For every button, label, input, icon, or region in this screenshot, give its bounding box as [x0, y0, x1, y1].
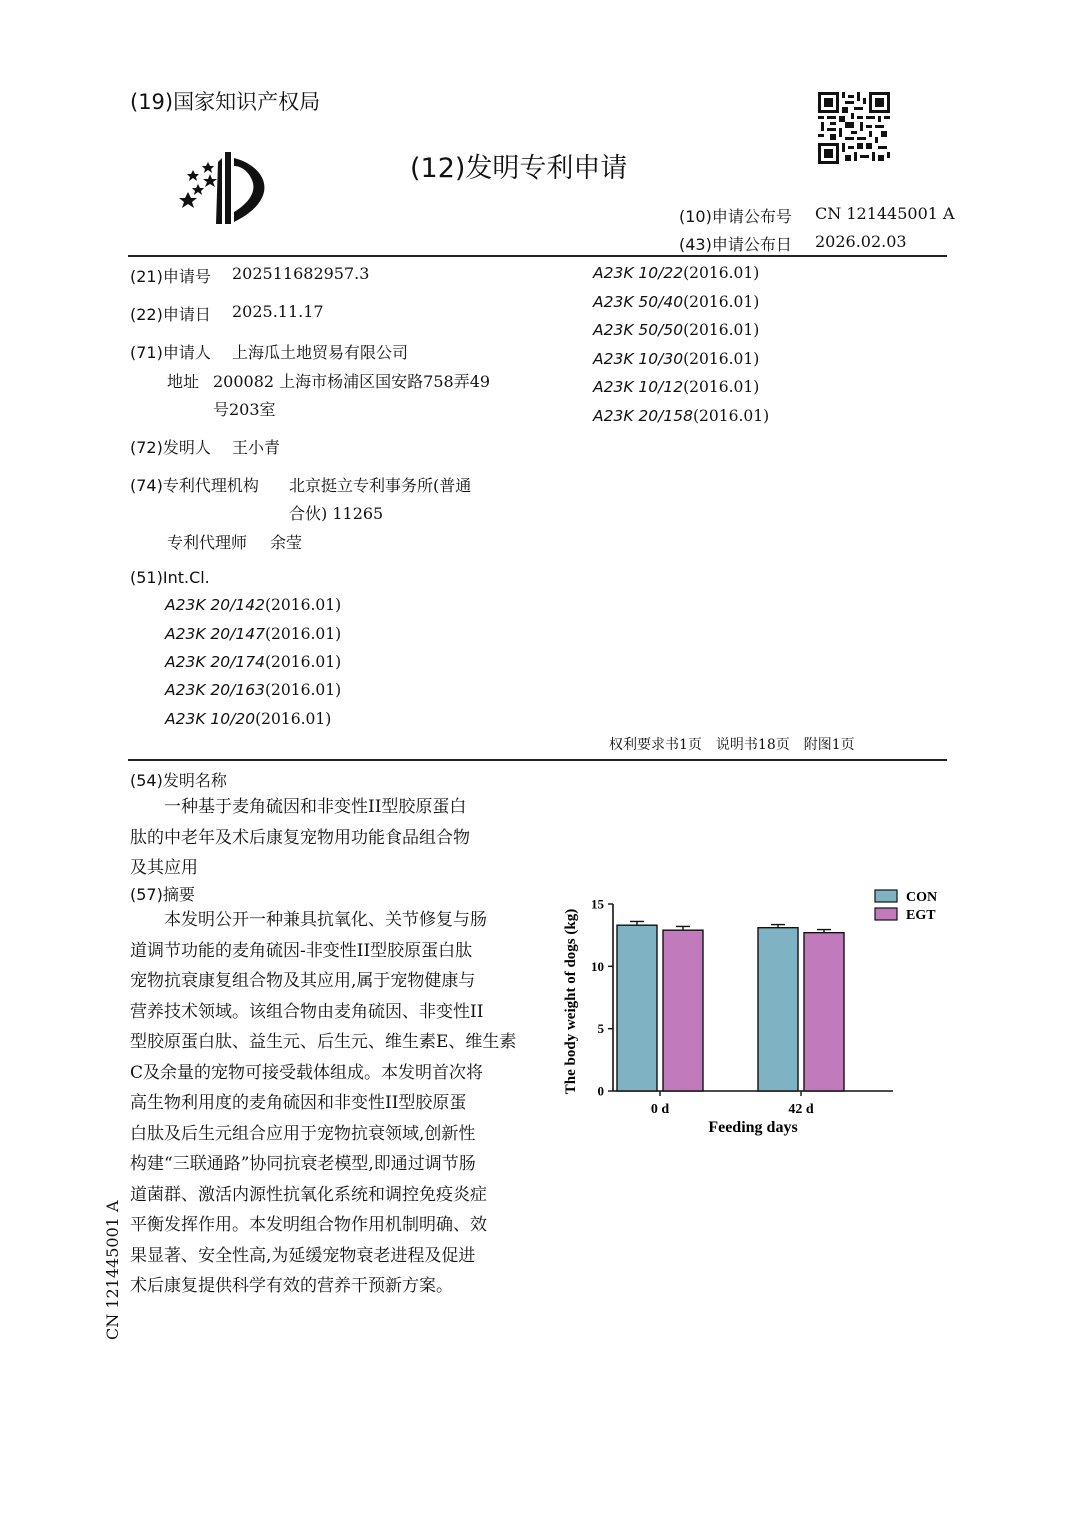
inventor-label: (72)发明人: [130, 438, 211, 457]
abstract-line: 营养技术领域。该组合物由麦角硫因、非变性II: [130, 1001, 484, 1022]
cnipa-emblem-icon: [178, 148, 278, 228]
abstract-line: 宠物抗衰康复组合物及其应用,属于宠物健康与: [130, 971, 476, 991]
app-no: 202511682957.3: [232, 264, 370, 283]
ipc-item: A23K 50/40(2016.01): [593, 293, 760, 311]
abstract-line: C及余量的宠物可接受载体组成。本发明首次将: [130, 1062, 484, 1083]
app-no-label: (21)申请号: [130, 267, 211, 286]
abstract-label: (57)摘要: [130, 885, 195, 904]
app-date-label: (22)申请日: [130, 305, 211, 324]
agency-label: (74)专利代理机构: [130, 476, 259, 495]
applicant-label: (71)申请人: [130, 343, 211, 362]
legend-label-egt: EGT: [906, 908, 936, 923]
ipc-item: A23K 10/22(2016.01): [593, 264, 760, 282]
title-line: 及其应用: [130, 858, 198, 878]
agent: 余莹: [270, 533, 303, 552]
bar-con: [758, 928, 798, 1091]
agency-line-2: 合伙) 11265: [289, 504, 384, 523]
legend-swatch-con: [875, 890, 897, 902]
address-line-2: 号203室: [213, 400, 276, 419]
header-rule: [128, 255, 947, 257]
abstract-line: 型胶原蛋白肽、益生元、后生元、维生素E、维生素: [130, 1032, 517, 1052]
applicant: 上海瓜土地贸易有限公司: [232, 343, 409, 362]
app-date: 2025.11.17: [232, 302, 324, 321]
invention-title: [130, 792, 530, 884]
title-line: 一种基于麦角硫因和非变性II型胶原蛋白: [164, 797, 467, 817]
legend-label-con: CON: [906, 890, 938, 905]
ipc-item: A23K 20/142(2016.01): [165, 596, 342, 614]
abstract-line: 白肽及后生元组合应用于宠物抗衰领域,创新性: [130, 1123, 476, 1144]
y-tick-label: 0: [597, 1083, 604, 1099]
inventor: 王小青: [232, 438, 281, 457]
pub-date: 2026.02.03: [815, 232, 907, 251]
agent-label: 专利代理师: [167, 533, 248, 552]
ipc-item: A23K 20/174(2016.01): [165, 653, 342, 671]
bar-egt: [804, 933, 844, 1091]
y-axis-label: The body weight of dogs (kg): [563, 908, 579, 1095]
ipc-item: A23K 10/20(2016.01): [165, 710, 332, 728]
office-name: (19)国家知识产权局: [130, 90, 321, 114]
abstract-text: [130, 905, 530, 1302]
y-tick-label: 10: [591, 958, 604, 974]
ipc-item: A23K 10/30(2016.01): [593, 350, 760, 368]
pub-date-label: (43)申请公布日: [679, 235, 792, 254]
bar-con: [617, 925, 657, 1091]
pub-no: CN 121445001 A: [815, 204, 955, 223]
address-label: 地址: [167, 372, 200, 391]
ipc-item: A23K 20/158(2016.01): [593, 407, 770, 425]
abstract-line: 平衡发挥作用。本发明组合物作用机制明确、效: [130, 1215, 487, 1235]
ipc-item: A23K 20/147(2016.01): [165, 625, 342, 643]
abstract-line: 果显著、安全性高,为延缓宠物衰老进程及促进: [130, 1245, 476, 1266]
abstract-line: 本发明公开一种兼具抗氧化、关节修复与肠: [164, 910, 487, 930]
ipc-item: A23K 50/50(2016.01): [593, 321, 760, 339]
pub-no-label: (10)申请公布号: [679, 207, 792, 226]
legend-swatch-egt: [875, 908, 897, 920]
y-tick-label: 15: [591, 896, 604, 912]
abstract-line: 高生物利用度的麦角硫因和非变性II型胶原蛋: [130, 1093, 467, 1113]
title-line: 肽的中老年及术后康复宠物用功能食品组合物: [130, 827, 470, 848]
x-axis-label: Feeding days: [708, 1119, 798, 1136]
address-line-1: 200082 上海市杨浦区国安路758弄49: [213, 372, 491, 391]
invention-title-label: (54)发明名称: [130, 771, 227, 790]
ipc-item: A23K 10/12(2016.01): [593, 378, 760, 396]
side-publication-code: CN 121445001 A: [103, 1200, 122, 1340]
abstract-line: 术后康复提供科学有效的营养干预新方案。: [130, 1276, 453, 1296]
page-count: 权利要求书1页 说明书18页 附图1页: [609, 737, 855, 753]
section-rule: [128, 759, 947, 761]
abstract-line: 道调节功能的麦角硫因-非变性II型胶原蛋白肽: [130, 940, 473, 961]
x-tick-label: 42 d: [788, 1102, 814, 1117]
y-tick-label: 5: [597, 1021, 604, 1037]
x-tick-label: 0 d: [650, 1102, 670, 1117]
abstract-line: 构建“三联通路”协同抗衰老模型,即通过调节肠: [130, 1154, 476, 1174]
bar-egt: [663, 930, 703, 1091]
document-type-title: (12)发明专利申请: [410, 153, 628, 184]
qr-code-icon: [818, 92, 890, 164]
intcl-label: (51)Int.Cl.: [130, 568, 210, 587]
agency-line-1: 北京挺立专利事务所(普通: [289, 476, 472, 495]
abstract-line: 道菌群、激活内源性抗氧化系统和调控免疫炎症: [130, 1184, 487, 1205]
ipc-item: A23K 20/163(2016.01): [165, 681, 342, 699]
body-weight-chart: [555, 880, 955, 1140]
